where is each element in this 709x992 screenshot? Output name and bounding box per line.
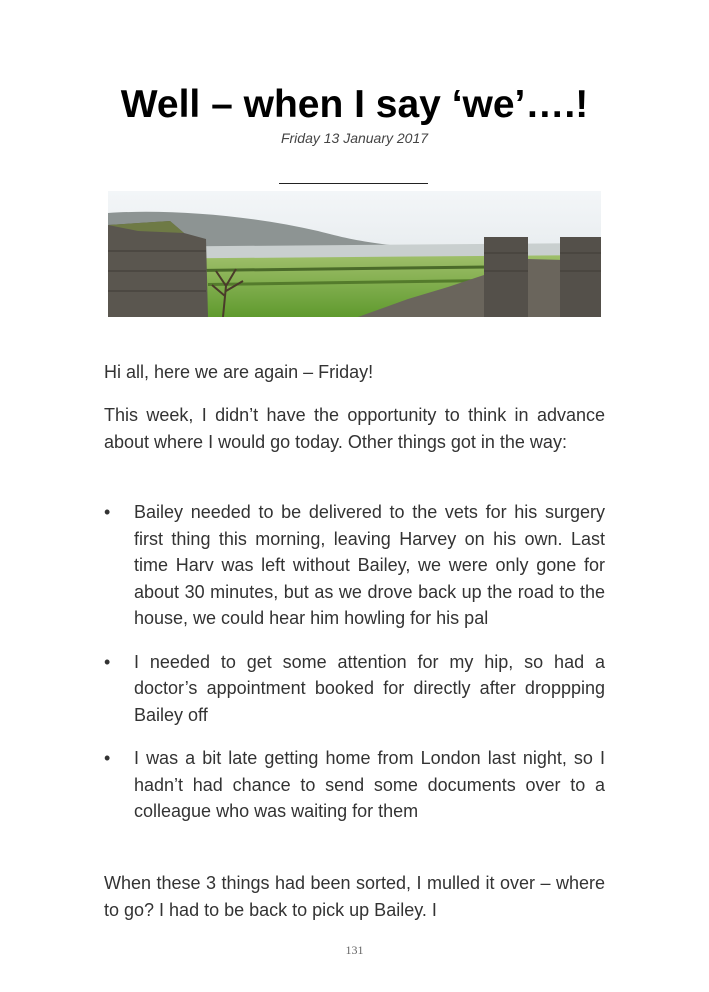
list-item: [104, 745, 605, 825]
bullet-icon: •: [104, 748, 111, 768]
right-ruin-tower: [484, 237, 528, 317]
post-date: Friday 13 January 2017: [280, 130, 429, 146]
title-divider: [279, 183, 428, 184]
list-item: [104, 499, 605, 632]
bullet-icon: •: [104, 651, 111, 672]
closing-paragraph: When these 3 things had been sorted, I mulled it over – where to go? I had to be back to pick up Bailey. I: [104, 873, 605, 920]
page-title: Well – when I say ‘we’….!: [120, 83, 589, 126]
reasons-list: [104, 499, 605, 825]
page-number: 131: [345, 943, 364, 957]
list-item-text: Bailey needed to be delivered to the vets for his surgery first thing this morning, leaving Harvey on his own. Last time Harv was left without Bailey, we were only gone for about 30 minutes, but as we drove back up the road to the house, we could hear him howling for his pal: [134, 502, 605, 628]
landscape-photo: [108, 191, 601, 317]
right-ruin-tower: [560, 237, 601, 317]
bullet-icon: •: [104, 502, 111, 522]
intro-paragraph: Hi all, here we are again – Friday!: [104, 362, 374, 382]
list-item: [104, 649, 605, 729]
context-paragraph: This week, I didn’t have the opportunity to think in advance about where I would go today. Other things got in the way:: [104, 405, 605, 452]
list-item-text: I needed to get some attention for my hip, so had a doctor’s appointment booked for directly after droppping Bailey off: [134, 651, 605, 725]
list-item-text: I was a bit late getting home from London last night, so I hadn’t had chance to send some documents over to a colleague who was waiting for them: [134, 748, 605, 821]
